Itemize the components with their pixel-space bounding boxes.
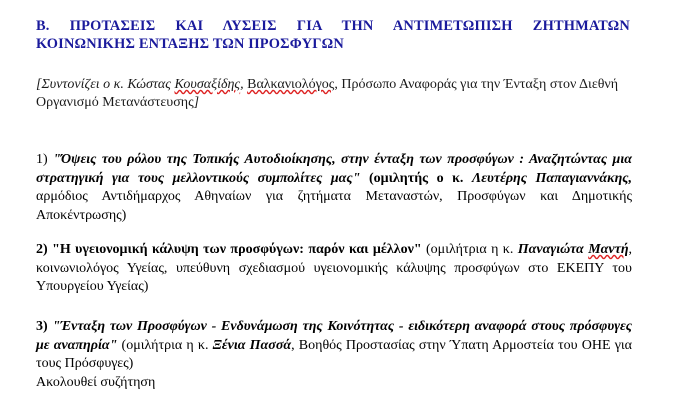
coordinator-role-word: Βαλκανιολόγος <box>247 77 335 92</box>
item-title: "Όψεις του ρόλου της Τοπικής Αυτοδιοίκησης, στην ένταξη των προσφύγων : Αναζητώντας μια στρατηγική για τους μελλοντικούς συμπολίτες μας" <box>36 152 632 186</box>
item-number: 3) <box>36 319 53 334</box>
section-heading-line-1: Β. ΠΡΟΤΑΣΕΙΣ ΚΑΙ ΛΥΣΕΙΣ ΓΙΑ ΤΗΝ ΑΝΤΙΜΕΤΩΠΙΣΗ ΖΗΤΗΜΑΤΩΝ <box>36 18 630 34</box>
coordinator-separator: , <box>240 77 248 92</box>
section-heading-line-2: ΚΟΙΝΩΝΙΚΗΣ ΕΝΤΑΞΗΣ ΤΩΝ ΠΡΟΣΦΥΓΩΝ <box>36 36 344 52</box>
item-number: 2) <box>36 242 53 257</box>
item-title: "Ένταξη των Προσφύγων - Ενδυνάμωση της Κοινότητας - ειδικότερη αναφορά στους πρόσφυγες με αναπηρία" <box>36 319 632 353</box>
item-title: "Η υγειονομική κάλυψη των προσφύγων: παρόν και μέλλον" <box>52 242 422 257</box>
coordinator-close: ] <box>193 95 200 110</box>
section-heading <box>36 17 630 53</box>
item-speaker-details: , κοινωνιολόγος Υγείας, υπεύθυνη σχεδιασμού υγειονομικής κάλυψης προσφύγων στο ΕΚΕΠΥ του Υπουργείου Υγείας) <box>36 242 633 294</box>
item-speaker-last: Μαντή <box>588 242 629 257</box>
coordinator-role-rest: , Πρόσωπο Αναφοράς για την Ένταξη στον Διεθνή Οργανισμό Μετανάστευσης <box>36 77 619 110</box>
agenda-item-3 <box>36 318 632 392</box>
item-number: 1) <box>36 152 54 167</box>
item-speaker-details: , Βοηθός Προστασίας στην Ύπατη Αρμοστεία του ΟΗΕ για τους Πρόσφυγες) <box>36 337 633 371</box>
coordinator-note <box>36 76 632 112</box>
coordinator-prefix: [Συντονίζει ο κ. Κώστας <box>36 77 175 92</box>
item-speaker-intro: (ομιλητής ο κ. <box>360 170 472 186</box>
discussion-note: Ακολουθεί συζήτηση <box>36 374 156 390</box>
item-speaker: Λευτέρης Παπαγιαννάκης, <box>471 170 632 186</box>
coordinator-surname: Κουσαξίδης <box>174 77 241 92</box>
item-speaker-intro: (ομιλήτρια η κ. <box>117 337 213 353</box>
item-speaker: Ξένια Πασσά <box>212 337 292 353</box>
item-speaker-first: Παναγιώτα <box>517 242 589 257</box>
item-speaker-details: αρμόδιος Αντιδήμαρχος Αθηναίων για ζητήματα Μεταναστών, Προσφύγων και Δημοτικής Αποκέντρωσης) <box>36 189 632 223</box>
agenda-item-1 <box>36 151 632 225</box>
item-speaker-intro: (ομιλήτρια η κ. <box>421 242 518 257</box>
agenda-item-2 <box>36 241 632 297</box>
